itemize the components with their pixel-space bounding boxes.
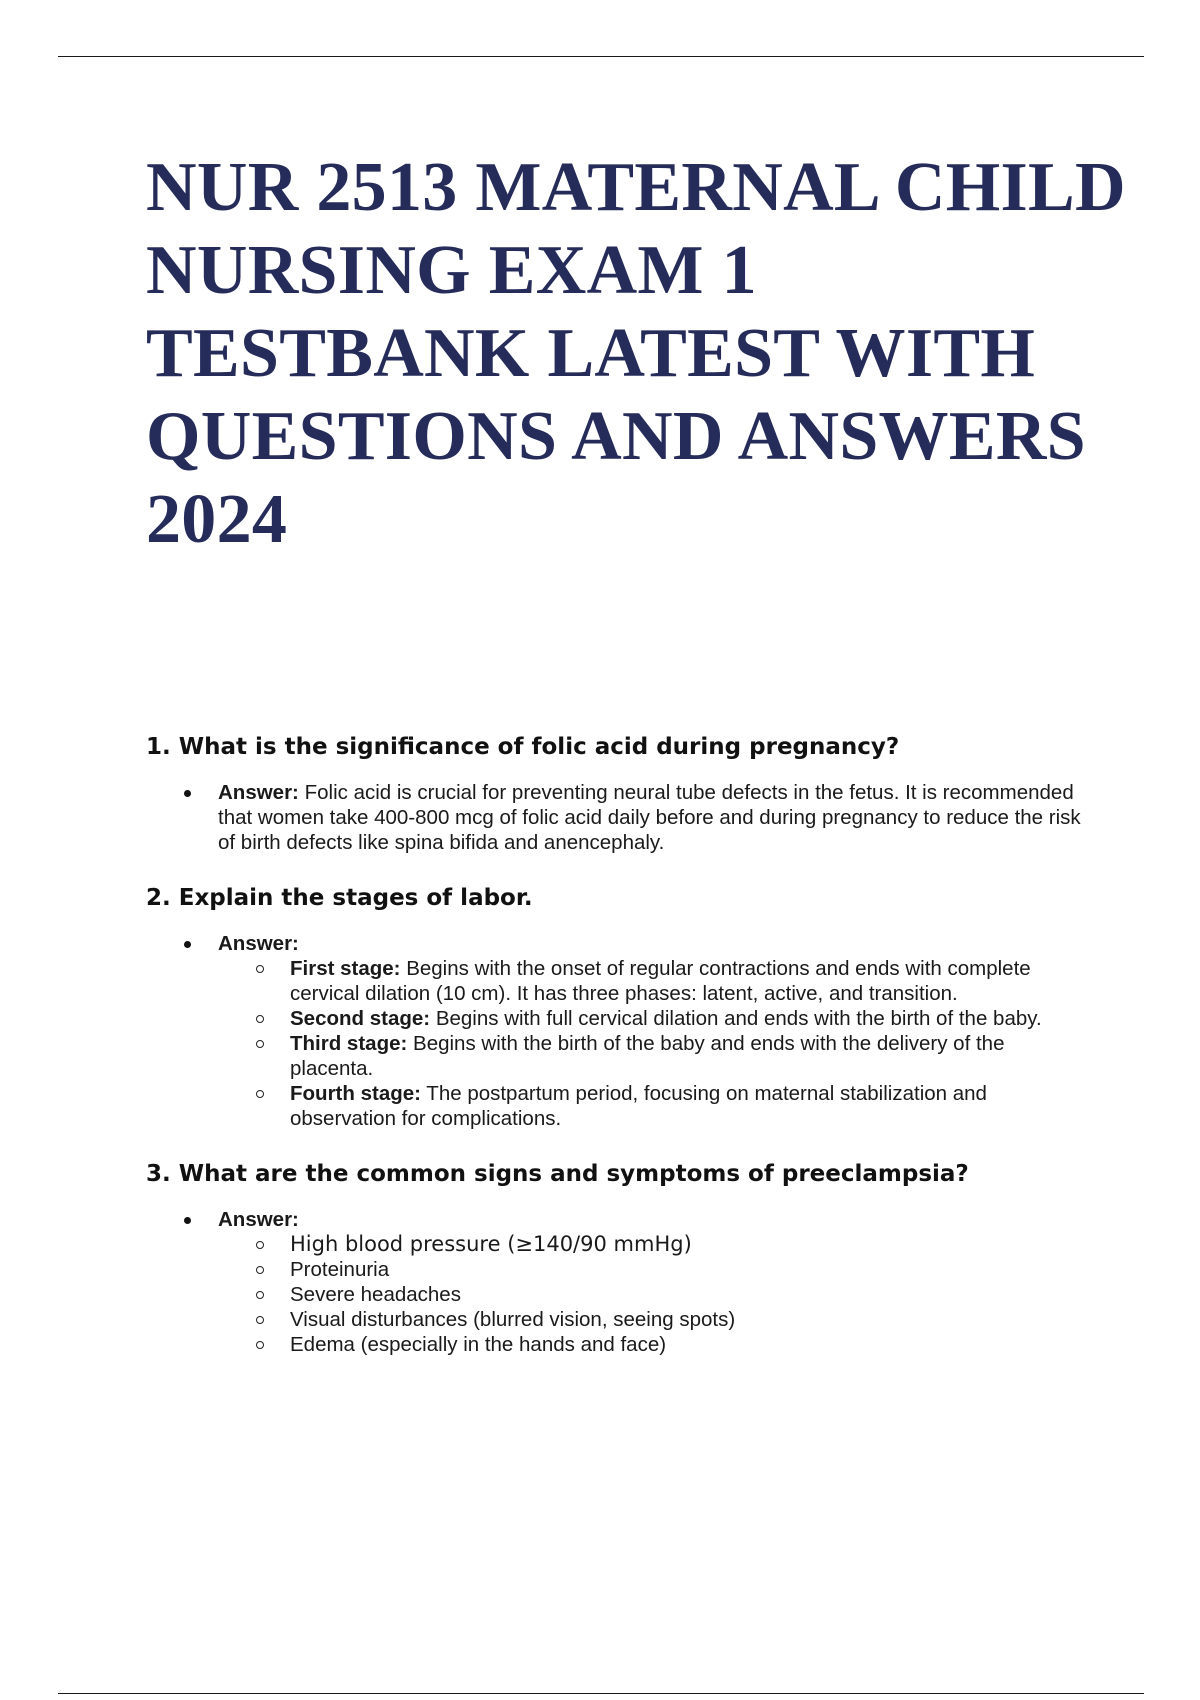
symptom-list [218,1232,1086,1357]
symptom-text: Proteinuria [290,1258,390,1281]
bullet-circle-icon [256,1291,264,1299]
symptom-item [290,1257,1086,1282]
sub-item-label: Fourth stage: [290,1082,421,1105]
bullet-circle-icon [256,1090,264,1098]
answer-text: Folic acid is crucial for preventing neural tube defects in the fetus. It is recommended that women take 400-800 mcg of folic acid daily before and during pregnancy to reduce the risk of birth defects like spina bifida and anencephaly. [218,781,1081,854]
symptom-text: High blood pressure (≥140/90 mmHg) [290,1232,692,1256]
labor-stage-list [218,956,1086,1131]
sub-item-third-stage [290,1031,1086,1081]
symptom-item [290,1307,1086,1332]
sub-item-label: Third stage: [290,1032,408,1055]
symptom-text: Edema (especially in the hands and face) [290,1333,667,1356]
answer-label: Answer: [218,1208,299,1231]
symptom-text: Visual disturbances (blurred vision, seeing spots) [290,1308,736,1331]
bullet-circle-icon [256,1015,264,1023]
answer-list-2 [146,931,1086,1131]
sub-item-label: Second stage: [290,1007,431,1030]
sub-item-label: First stage: [290,957,401,980]
bullet-circle-icon [256,965,264,973]
bullet-circle-icon [256,1341,264,1349]
document-title: NUR 2513 MATERNAL CHILD NURSING EXAM 1 TESTBANK LATEST WITH QUESTIONS AND ANSWERS 2024 [146,149,1126,558]
bullet-dot-icon [184,790,191,797]
answer-list-3 [146,1207,1086,1357]
bullet-circle-icon [256,1241,264,1249]
question-heading-3: 3. What are the common signs and symptoms of preeclampsia? [146,1161,969,1187]
symptom-item [290,1232,1086,1257]
symptom-item [290,1332,1086,1357]
bullet-circle-icon [256,1040,264,1048]
bullet-circle-icon [256,1266,264,1274]
answer-list-1 [146,780,1086,855]
bullet-dot-icon [184,941,191,948]
answer-label: Answer: [218,781,299,804]
sub-item-fourth-stage [290,1081,1086,1131]
sub-item-second-stage [290,1006,1086,1031]
symptom-item [290,1282,1086,1307]
top-rule [58,56,1144,57]
answer-item [218,931,1086,1131]
bottom-rule [58,1693,1144,1694]
sub-item-text: Begins with the onset of regular contractions and ends with complete cervical dilation (10 cm). It has three phases: latent, active, and transition. [290,957,1031,1005]
sub-item-first-stage [290,956,1086,1006]
sub-item-text: Begins with full cervical dilation and ends with the birth of the baby. [430,1007,1042,1030]
symptom-text: Severe headaches [290,1283,461,1306]
answer-item [218,780,1086,855]
bullet-dot-icon [184,1217,191,1224]
bullet-circle-icon [256,1316,264,1324]
answer-label: Answer: [218,932,299,955]
question-heading-2: 2. Explain the stages of labor. [146,885,533,911]
question-heading-1: 1. What is the significance of folic acid during pregnancy? [146,734,900,760]
question-list [146,732,1086,1357]
answer-item [218,1207,1086,1357]
sub-item-text: Begins with the birth of the baby and ends with the delivery of the placenta. [290,1032,1005,1080]
sub-item-text: The postpartum period, focusing on maternal stabilization and observation for complications. [290,1082,987,1130]
